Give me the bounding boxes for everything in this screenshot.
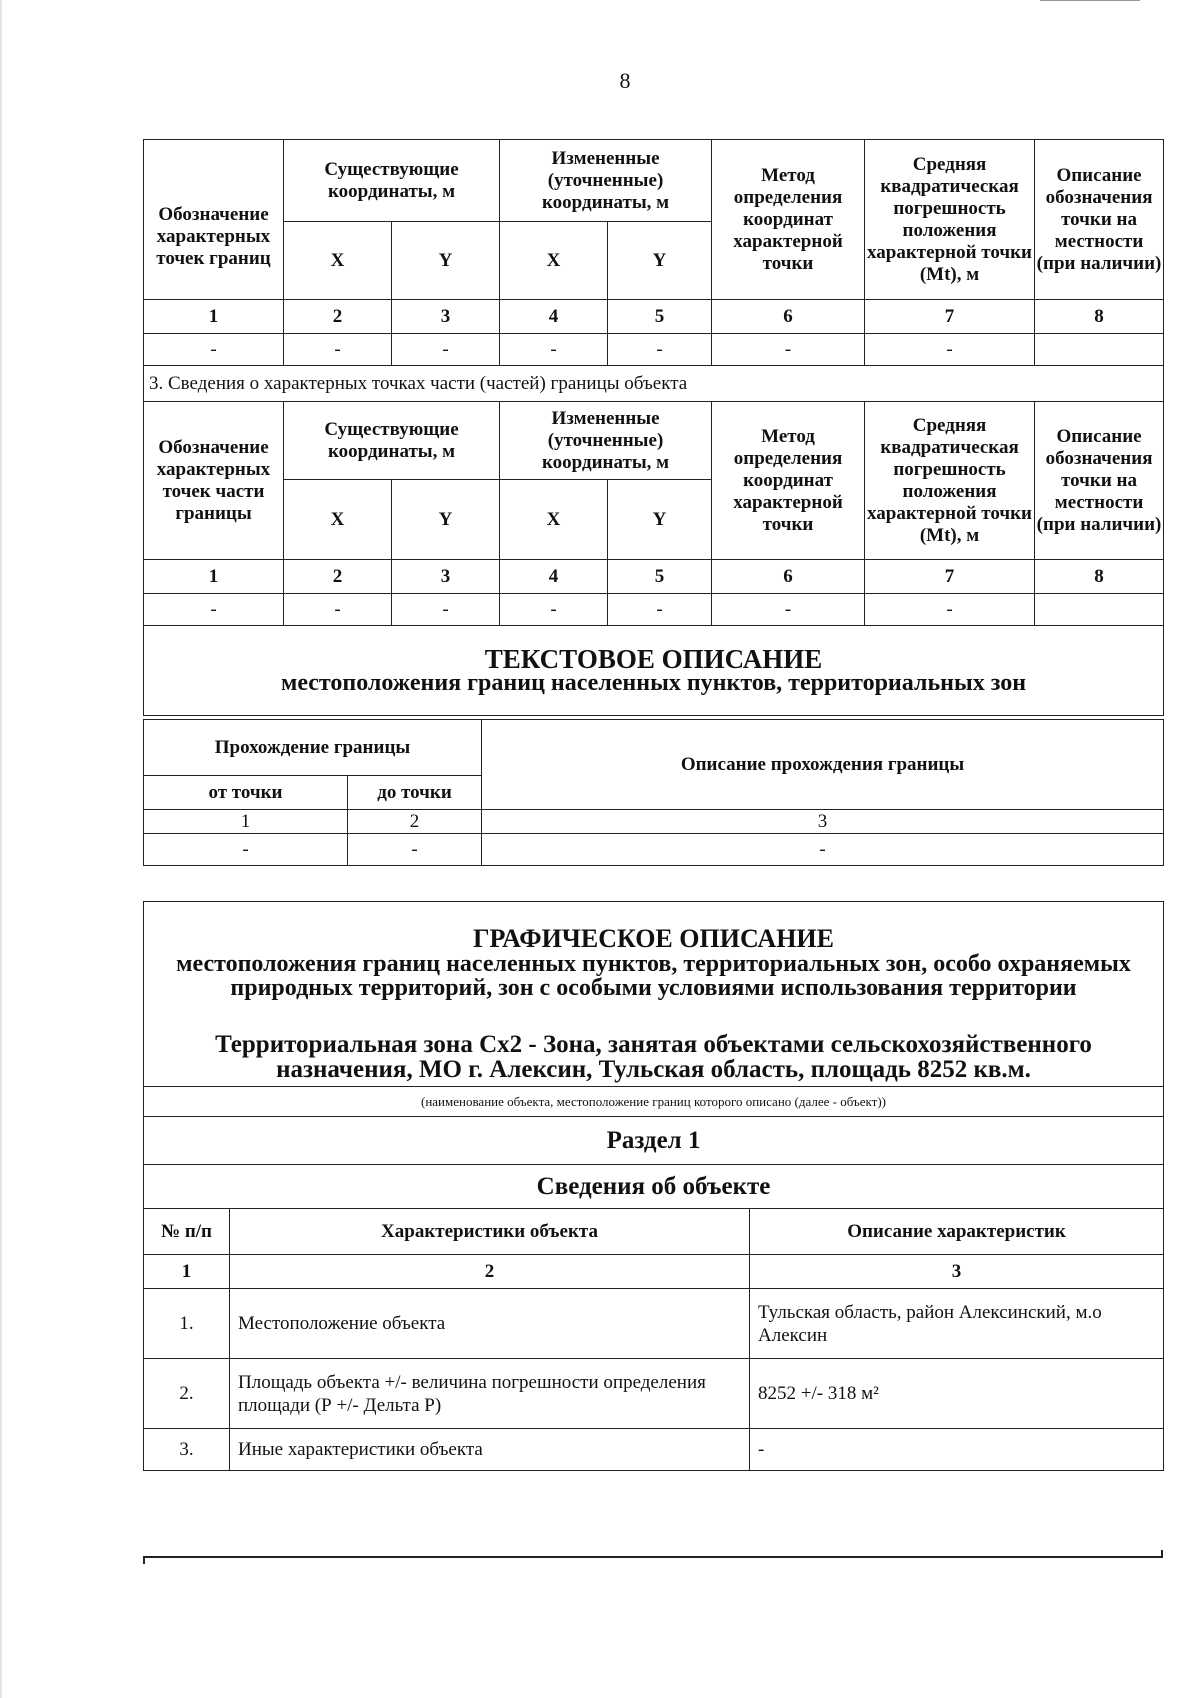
passage-desc-header: Описание прохождения границы bbox=[482, 720, 1164, 810]
col-number: 1 bbox=[144, 300, 284, 334]
header-error: Средняя квадратическая погрешность положения характерной точки (Mt), м bbox=[865, 140, 1035, 300]
col-number: 8 bbox=[1035, 300, 1164, 334]
row-characteristic: Иные характеристики объекта bbox=[230, 1429, 750, 1471]
col-number: 2 bbox=[284, 560, 392, 594]
section-3-heading: 3. Сведения о характерных точках части (частей) границы объекта bbox=[144, 366, 1164, 402]
next-table-border bbox=[143, 1556, 1163, 1558]
col-number: 2 bbox=[348, 810, 482, 834]
col-number: 8 bbox=[1035, 560, 1164, 594]
empty-cell bbox=[1035, 334, 1164, 366]
text-description-title: ТЕКСТОВОЕ ОПИСАНИЕ bbox=[484, 643, 823, 674]
from-point-header: от точки bbox=[144, 776, 348, 810]
header-changed: Измененные (уточненные) координаты, м bbox=[500, 402, 712, 480]
header-method: Метод определения координат характерной точки bbox=[712, 140, 865, 300]
row-characteristic: Площадь объекта +/- величина погрешности определения площади (Р +/- Дельта Р) bbox=[230, 1359, 750, 1429]
zone-name: Территориальная зона Сх2 - Зона, занятая объектами сельскохозяйственного назначения, МО г. Алексин, Тульская область, площадь 8252 кв.м. bbox=[215, 1031, 1092, 1083]
col-number: 6 bbox=[712, 300, 865, 334]
next-table-border bbox=[1161, 1550, 1163, 1558]
empty-cell: - bbox=[500, 334, 608, 366]
empty-cell: - bbox=[284, 334, 392, 366]
empty-cell: - bbox=[144, 334, 284, 366]
text-description-heading bbox=[144, 626, 1164, 716]
graphic-description-table bbox=[143, 901, 1164, 1471]
coordinates-table bbox=[143, 139, 1164, 716]
col-num-header: № п/п bbox=[144, 1209, 230, 1255]
empty-cell: - bbox=[608, 334, 712, 366]
header-desc: Описание обозначения точки на местности (при наличии) bbox=[1035, 140, 1164, 300]
empty-cell: - bbox=[348, 834, 482, 866]
passage-table bbox=[143, 719, 1164, 866]
header-existing: Существующие координаты, м bbox=[284, 140, 500, 222]
object-note: (наименование объекта, местоположение границ которого описано (далее - объект)) bbox=[144, 1087, 1164, 1117]
empty-cell bbox=[1035, 594, 1164, 626]
header-method: Метод определения координат характерной точки bbox=[712, 402, 865, 560]
col-number: 1 bbox=[144, 1255, 230, 1289]
empty-cell: - bbox=[712, 594, 865, 626]
empty-cell: - bbox=[284, 594, 392, 626]
empty-cell: - bbox=[392, 334, 500, 366]
header-x: X bbox=[284, 480, 392, 560]
row-characteristic: Местоположение объекта bbox=[230, 1289, 750, 1359]
header-designation: Обозначение характерных точек границ bbox=[144, 140, 284, 300]
col-number: 6 bbox=[712, 560, 865, 594]
col-number: 3 bbox=[392, 560, 500, 594]
col-number: 3 bbox=[482, 810, 1164, 834]
empty-cell: - bbox=[144, 594, 284, 626]
col-number: 7 bbox=[865, 300, 1035, 334]
header-changed: Измененные (уточненные) координаты, м bbox=[500, 140, 712, 222]
header-desc: Описание обозначения точки на местности (при наличии) bbox=[1035, 402, 1164, 560]
header-existing: Существующие координаты, м bbox=[284, 402, 500, 480]
passage-header: Прохождение границы bbox=[144, 720, 482, 776]
col-number: 2 bbox=[230, 1255, 750, 1289]
col-number: 2 bbox=[284, 300, 392, 334]
col-char-header: Характеристики объекта bbox=[230, 1209, 750, 1255]
row-number: 1. bbox=[144, 1289, 230, 1359]
header-y: Y bbox=[608, 480, 712, 560]
header-designation: Обозначение характерных точек части границы bbox=[144, 402, 284, 560]
header-x: X bbox=[500, 480, 608, 560]
empty-cell: - bbox=[392, 594, 500, 626]
col-number: 3 bbox=[750, 1255, 1164, 1289]
page-number: 8 bbox=[619, 68, 631, 93]
empty-cell: - bbox=[865, 334, 1035, 366]
empty-cell: - bbox=[712, 334, 865, 366]
graphic-description-subtitle: местоположения границ населенных пунктов, территориальных зон, особо охраняемых природных территорий, зон с особыми условиями использования территории bbox=[176, 951, 1131, 1001]
row-description: Тульская область, район Алексинский, м.о Алексин bbox=[750, 1289, 1164, 1359]
graphic-description-heading bbox=[144, 902, 1164, 1087]
to-point-header: до точки bbox=[348, 776, 482, 810]
col-number: 3 bbox=[392, 300, 500, 334]
row-description: - bbox=[750, 1429, 1164, 1471]
row-number: 3. bbox=[144, 1429, 230, 1471]
header-y: Y bbox=[392, 222, 500, 300]
col-number: 5 bbox=[608, 560, 712, 594]
section-title: Сведения об объекте bbox=[144, 1165, 1164, 1209]
col-desc-header: Описание характеристик bbox=[750, 1209, 1164, 1255]
header-x: X bbox=[500, 222, 608, 300]
row-number: 2. bbox=[144, 1359, 230, 1429]
empty-cell: - bbox=[482, 834, 1164, 866]
empty-cell: - bbox=[865, 594, 1035, 626]
empty-cell: - bbox=[144, 834, 348, 866]
next-table-border bbox=[143, 1556, 145, 1564]
col-number: 4 bbox=[500, 560, 608, 594]
empty-cell: - bbox=[608, 594, 712, 626]
header-x: X bbox=[284, 222, 392, 300]
empty-cell: - bbox=[500, 594, 608, 626]
col-number: 4 bbox=[500, 300, 608, 334]
col-number: 1 bbox=[144, 810, 348, 834]
text-description-subtitle: местоположения границ населенных пунктов, территориальных зон bbox=[280, 669, 1027, 696]
col-number: 5 bbox=[608, 300, 712, 334]
header-error: Средняя квадратическая погрешность положения характерной точки (Mt), м bbox=[865, 402, 1035, 560]
graphic-description-title: ГРАФИЧЕСКОЕ ОПИСАНИЕ bbox=[473, 924, 834, 953]
section-label: Раздел 1 bbox=[144, 1117, 1164, 1165]
scan-mark bbox=[1040, 0, 1140, 1]
header-y: Y bbox=[392, 480, 500, 560]
row-description: 8252 +/- 318 м² bbox=[750, 1359, 1164, 1429]
col-number: 7 bbox=[865, 560, 1035, 594]
col-number: 1 bbox=[144, 560, 284, 594]
scan-margin bbox=[0, 0, 2, 1698]
header-y: Y bbox=[608, 222, 712, 300]
